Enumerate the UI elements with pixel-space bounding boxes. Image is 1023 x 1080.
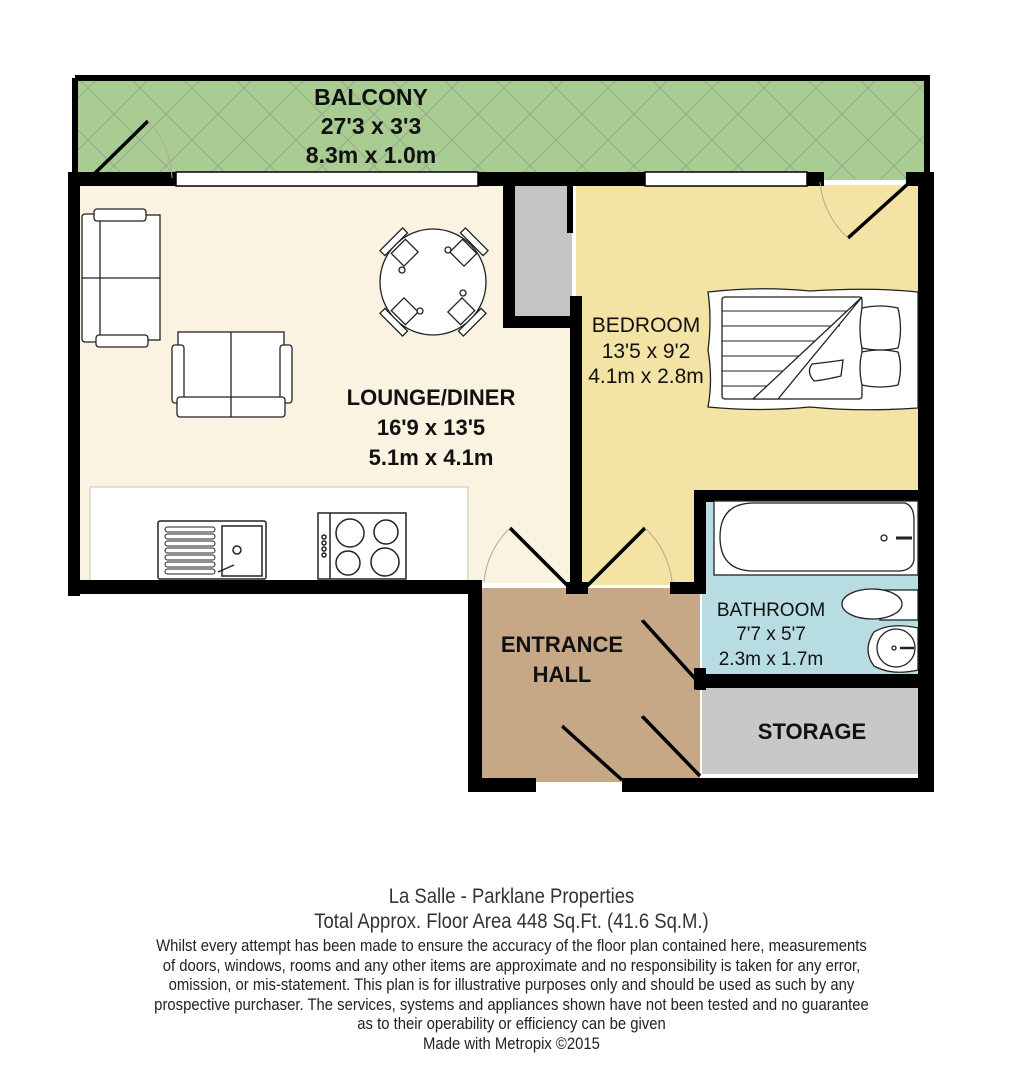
disclaimer-line: of doors, windows, rooms and any other items are approximate and no responsibility is taken for any error, [162,956,861,975]
svg-text:LOUNGE/DINER: LOUNGE/DINER [346,385,516,410]
bedroom-label [588,314,704,388]
basin-icon [868,626,918,673]
sofa-icon [82,209,160,347]
svg-text:16'9 x 13'5: 16'9 x 13'5 [376,415,486,440]
svg-text:7'7 x 5'7: 7'7 x 5'7 [736,624,806,645]
plan-footer [0,884,1023,1054]
disclaimer [51,937,972,1054]
disclaimer-line: prospective purchaser. The services, systems and appliances shown have not been tested and no guarantee [154,995,869,1014]
svg-text:4.1m x 2.8m: 4.1m x 2.8m [588,365,704,388]
loveseat-icon [172,332,292,417]
svg-text:13'5 x 9'2: 13'5 x 9'2 [601,340,691,363]
sink-icon [158,521,266,579]
cupboard [514,185,572,320]
double-bed-icon [708,289,918,410]
svg-text:BALCONY: BALCONY [314,84,428,110]
svg-text:5.1m x 4.1m: 5.1m x 4.1m [368,445,494,470]
svg-text:BATHROOM: BATHROOM [716,600,826,621]
disclaimer-line: as to their operability or efficiency can be given [357,1015,666,1033]
property-title: La Salle - Parklane Properties [388,885,635,908]
storage-label [758,719,866,744]
balcony-room [75,78,927,180]
kitchen-worktop [90,487,468,582]
disclaimer-line: omission, or mis-statement. This plan is for illustrative purposes only and should be used as such by any [168,976,855,994]
credit: Made with Metropix ©2015 [423,1034,600,1053]
disclaimer-line: Whilst every attempt has been made to ensure the accuracy of the floor plan contained here, measurements [156,937,867,955]
dining-table-icon [380,228,488,336]
window-icon [645,172,807,186]
hob-icon [318,513,406,579]
svg-text:BEDROOM: BEDROOM [591,314,701,337]
svg-text:STORAGE: STORAGE [757,719,867,744]
svg-text:2.3m x 1.7m: 2.3m x 1.7m [718,649,824,670]
balcony-label [306,84,436,168]
toilet-icon [842,589,918,620]
svg-text:HALL: HALL [532,662,592,687]
svg-text:8.3m x 1.0m: 8.3m x 1.0m [305,142,437,168]
bathtub-icon [714,501,918,575]
svg-text:27'3 x 3'3: 27'3 x 3'3 [320,113,422,139]
svg-text:ENTRANCE: ENTRANCE [500,632,624,657]
window-icon [176,172,478,186]
floor-area: Total Approx. Floor Area 448 Sq.Ft. (41.6 Sq.M.) [314,910,709,933]
